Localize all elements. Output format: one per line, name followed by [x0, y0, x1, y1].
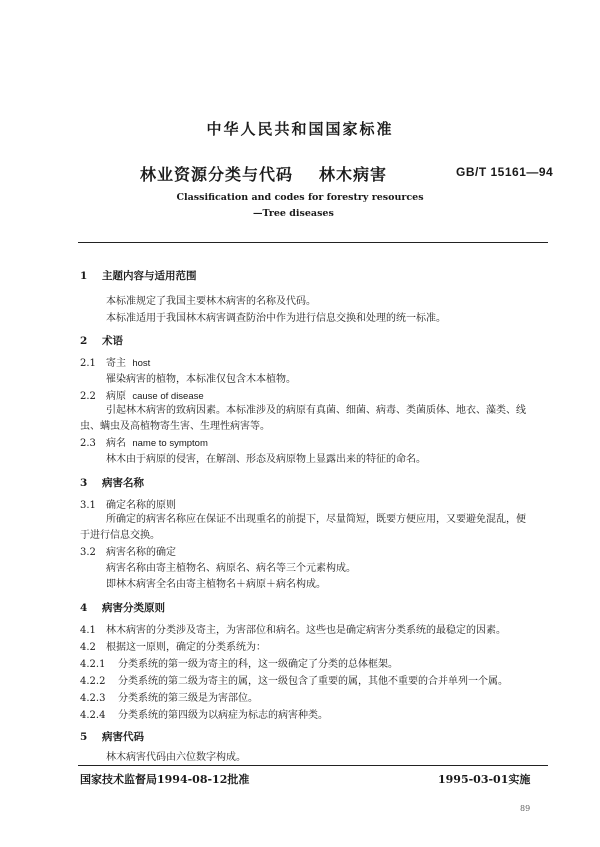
- section-2-2-definition: 引起林木病害的致病因素。本标准涉及的病原有真菌、细菌、病毒、类菌质体、地衣、藻类、线虫、螨虫及高植物寄生害、生理性病害等。: [80, 405, 526, 432]
- bottom-divider: [78, 765, 548, 766]
- section-1-paragraph-2: 本标准适用于我国林木病害调查防治中作为进行信息交换和处理的统一标准。: [106, 313, 446, 324]
- section-4-item: 4.2.3 分类系统的第三级是为害部位。: [80, 693, 258, 704]
- section-4-item: 4.2 根据这一原则，确定的分类系统为：: [80, 642, 266, 653]
- section-4-item: 4.2.2 分类系统的第二级为寄主的属，这一级包含了重要的属，其他不重要的合并单列一个属。: [80, 676, 508, 687]
- section-1-heading: 1 主题内容与适用范围: [80, 270, 197, 282]
- section-3-1-heading: 3.1 确定名称的原则: [80, 500, 176, 511]
- top-divider: [78, 242, 548, 243]
- section-2-1-heading: 2.1 寄主 host: [80, 358, 151, 369]
- title-part-2: 林木病害: [319, 165, 388, 184]
- implementation-date: 1995-03-01实施: [438, 773, 531, 786]
- section-3-2-paragraph-2: 即林木病害全名由寄主植物名＋病原＋病名构成。: [106, 579, 326, 590]
- english-title-line-1: Classification and codes for forestry resources: [176, 192, 424, 203]
- section-3-2-heading: 3.2 病害名称的确定: [80, 547, 176, 558]
- section-2-3-definition: 林木由于病原的侵害，在解剖、形态及病原物上显露出来的特征的命名。: [106, 454, 426, 465]
- english-title-line-2: —Tree diseases: [253, 208, 334, 219]
- section-4-item: 4.2.4 分类系统的第四级为以病症为标志的病害种类。: [80, 710, 328, 721]
- title-part-1: 林业资源分类与代码: [140, 165, 294, 184]
- section-4-heading: 4 病害分类原则: [80, 602, 165, 614]
- national-standard-heading: 中华人民共和国国家标准: [206, 120, 394, 138]
- document-title: [140, 162, 387, 185]
- section-2-2-heading: 2.2 病原 cause of disease: [80, 391, 204, 402]
- section-5-heading: 5 病害代码: [80, 731, 144, 743]
- section-3-1-definition: 所确定的病害名称应在保证不出现重名的前提下，尽量简短，既要方便应用，又要避免混乱，便于进行信息交换。: [80, 514, 526, 541]
- section-2-heading: 2 术语: [80, 335, 123, 347]
- section-2-3-heading: 2.3 病名 name to symptom: [80, 438, 208, 449]
- section-3-2-paragraph-1: 病害名称由寄主植物名、病原名、病名等三个元素构成。: [106, 563, 356, 574]
- approval-date: 国家技术监督局1994-08-12批准: [80, 773, 250, 786]
- section-2-1-definition: 罹染病害的植物，本标准仅包含木本植物。: [106, 374, 296, 385]
- section-5-paragraph-1: 林木病害代码由六位数字构成。: [106, 752, 246, 763]
- page-number: 89: [520, 804, 531, 813]
- section-1-paragraph-1: 本标准规定了我国主要林木病害的名称及代码。: [106, 296, 316, 307]
- section-3-heading: 3 病害名称: [80, 477, 144, 489]
- section-4-item: 4.1 林木病害的分类涉及寄主，为害部位和病名。这些也是确定病害分类系统的最稳定的因素。: [80, 625, 506, 636]
- section-4-item: 4.2.1 分类系统的第一级为寄主的科，这一级确定了分类的总体框架。: [80, 659, 398, 670]
- standard-number: GB/T 15161—94: [456, 165, 554, 179]
